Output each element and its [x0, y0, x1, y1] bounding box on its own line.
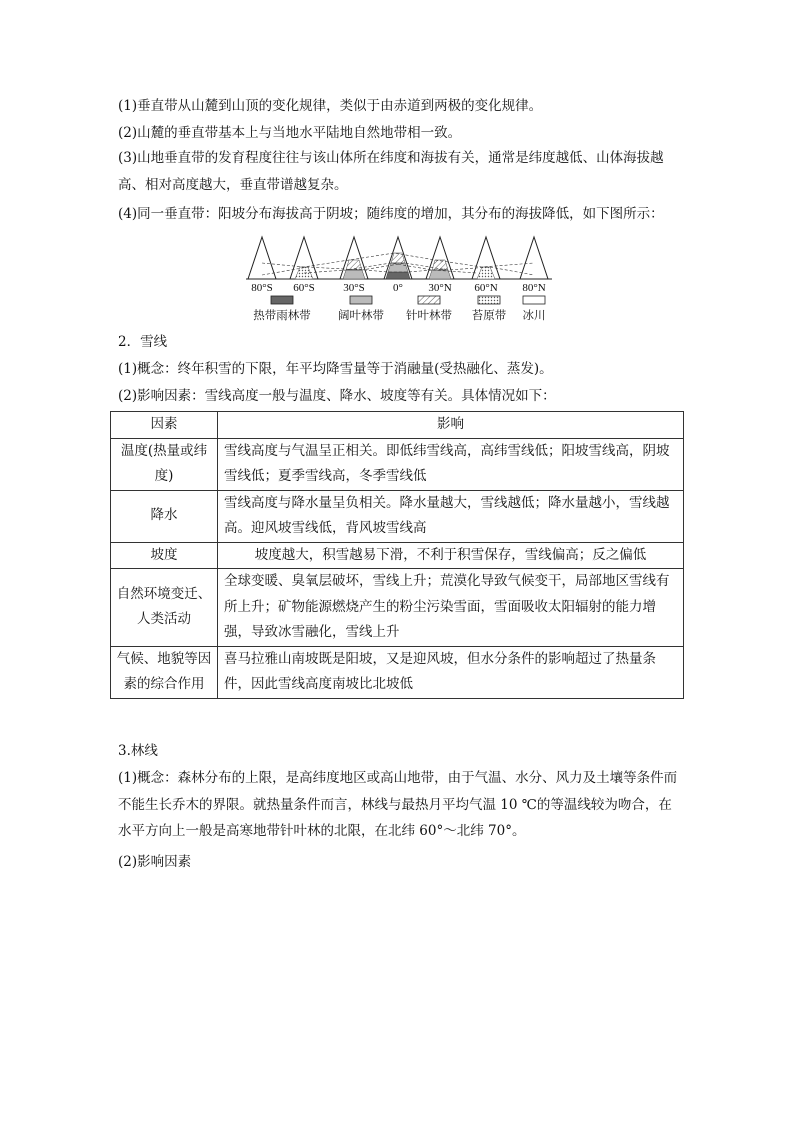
effect-cell: 雪线高度与降水量呈负相关。降水量越大，雪线越低；降水量越小，雪线越高。迎风坡雪线低，背风坡雪线高 [218, 490, 684, 542]
table-row [111, 646, 684, 698]
table-row [111, 438, 684, 490]
mountain-80n [520, 237, 548, 279]
table-row [111, 542, 684, 569]
latitude-label: 80°N [522, 282, 546, 294]
latitude-label: 60°S [293, 282, 315, 294]
table-row [111, 569, 684, 647]
legend-swatch-rainforest [271, 296, 293, 304]
factor-cell: 坡度 [111, 542, 218, 569]
mountain-0 [384, 237, 412, 279]
legend-label: 苔原带 [471, 308, 507, 322]
treeline-concept: (1)概念：森林分布的上限，是高纬度地区或高山地带，由于气温、水分、风力及土壤等条件而不能生长乔木的界限。就热量条件而言，林线与最热月平均气温 10 ℃的等温线较为吻合，在水平方向上一般是高寒地带针叶林的北限，在北纬 60°～北纬 70°。 [118, 770, 678, 839]
latitude-label: 80°S [251, 282, 273, 294]
snowline-concept: (1)概念：终年积雪的下限，年平均降雪量等于消融量(受热融化、蒸发)。 [118, 361, 553, 377]
factor-cell: 温度(热量或纬度) [111, 438, 218, 490]
table-row [111, 490, 684, 542]
snowline-factors-intro: (2)影响因素：雪线高度一般与温度、降水、坡度等有关。具体情况如下： [118, 388, 556, 404]
legend-swatch-conifer [418, 296, 440, 304]
legend-label: 冰川 [522, 308, 546, 322]
vertical-zone-rule-3: (3)山地垂直带的发育程度往往与该山体所在纬度和海拔有关，通常是纬度越低、山体海拔越高、相对高度越大，垂直带谱越复杂。 [118, 150, 664, 193]
factor-cell: 气候、地貌等因素的综合作用 [111, 646, 218, 698]
latitude-label: 60°N [474, 282, 498, 294]
snowline-heading: 2．雪线 [118, 334, 168, 350]
latitude-label: 0° [393, 282, 403, 294]
table-header-factor: 因素 [111, 412, 218, 439]
legend-swatches [271, 296, 545, 304]
table-header-effect: 影响 [218, 412, 684, 439]
legend-swatch-tundra [478, 296, 500, 304]
effect-cell: 雪线高度与气温呈正相关。即低纬雪线高，高纬雪线低；阳坡雪线高，阴坡雪线低；夏季雪线高，冬季雪线低 [218, 438, 684, 490]
legend-label: 针叶林带 [406, 308, 452, 322]
legend-swatch-glacier [523, 296, 545, 304]
factor-cell: 降水 [111, 490, 218, 542]
latitude-label: 30°S [343, 282, 365, 294]
legend-label: 阔叶林带 [338, 308, 384, 322]
vertical-zone-rule-1: (1)垂直带从山麓到山顶的变化规律，类似于由赤道到两极的变化规律。 [118, 98, 543, 114]
vertical-zone-rule-2: (2)山麓的垂直带基本上与当地水平陆地自然地带相一致。 [118, 125, 462, 141]
vertical-zone-diagram [244, 233, 554, 325]
effect-cell: 喜马拉雅山南坡既是阳坡，又是迎风坡，但水分条件的影响超过了热量条件，因此雪线高度南坡比北坡低 [218, 646, 684, 698]
treeline-factors: (2)影响因素 [118, 854, 192, 870]
latitude-label: 30°N [428, 282, 452, 294]
factor-cell: 自然环境变迁、人类活动 [111, 569, 218, 647]
vertical-zone-rule-4: (4)同一垂直带：阳坡分布海拔高于阴坡；随纬度的增加，其分布的海拔降低，如下图所示： [118, 206, 664, 222]
effect-cell: 坡度越大，积雪越易下滑，不利于积雪保存，雪线偏高；反之偏低 [218, 542, 684, 569]
legend-swatch-broadleaf [350, 296, 372, 304]
mountain-80s [248, 237, 276, 279]
mountain-30n [426, 237, 454, 279]
snowline-factors-table [110, 411, 684, 699]
table-header-row [111, 412, 684, 439]
legend-label: 热带雨林带 [253, 308, 311, 322]
mountain-60n [472, 237, 500, 279]
effect-cell: 全球变暖、臭氧层破坏，雪线上升；荒漠化导致气候变干，局部地区雪线有所上升；矿物能源燃烧产生的粉尘污染雪面，雪面吸收太阳辐射的能力增强，导致冰雪融化，雪线上升 [218, 569, 684, 647]
treeline-heading: 3.林线 [118, 743, 158, 759]
